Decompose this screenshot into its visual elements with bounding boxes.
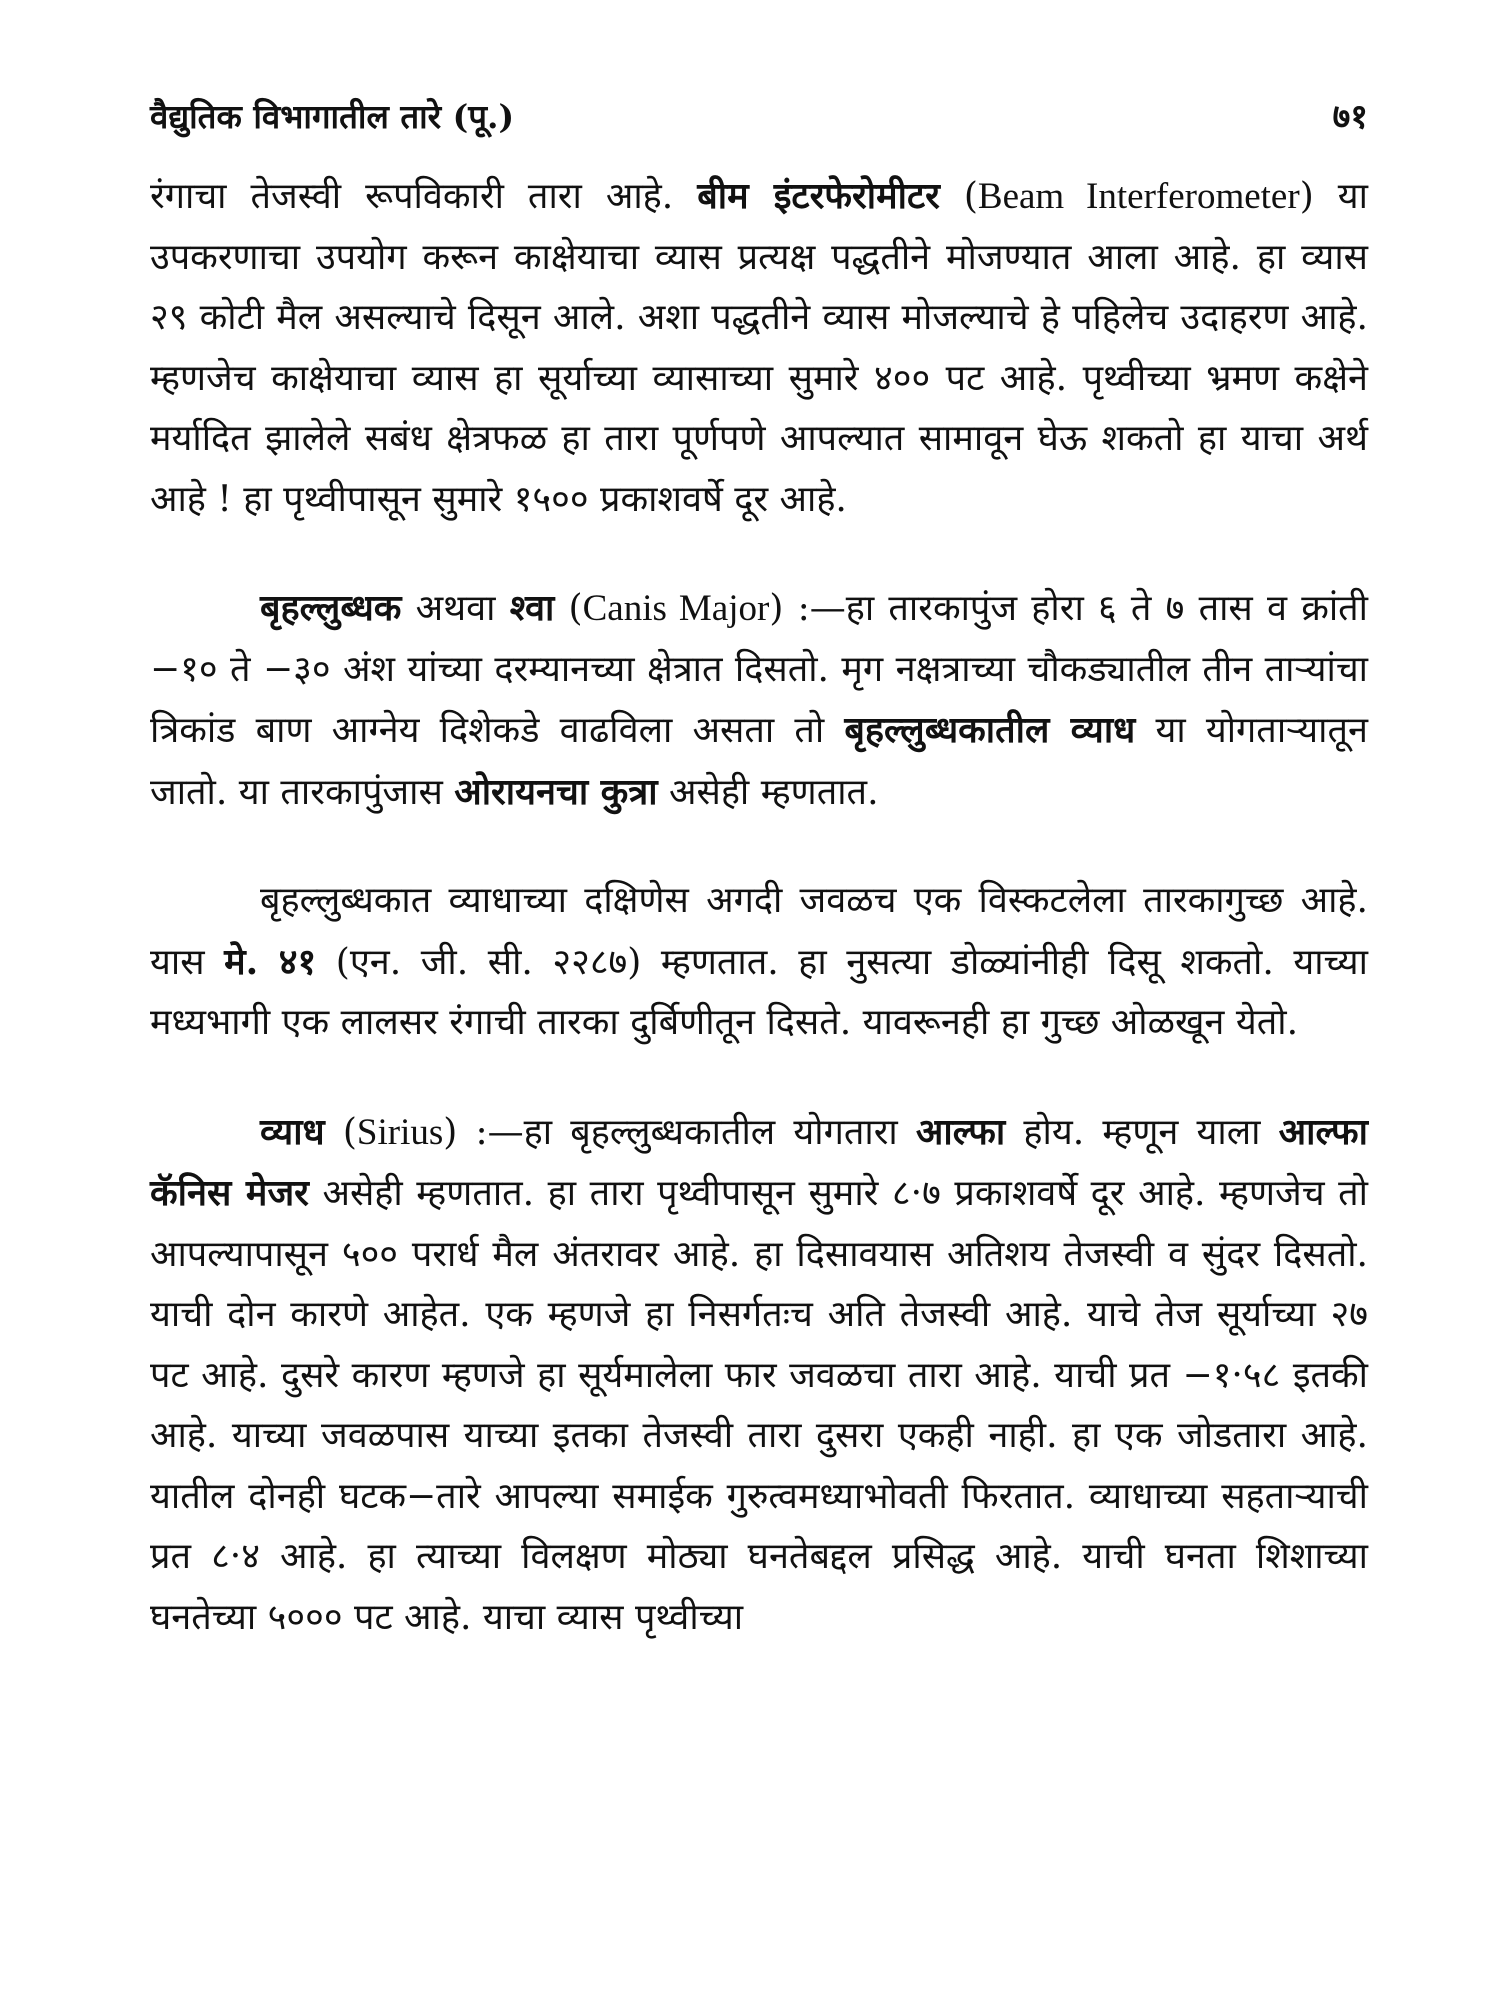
paragraph-gap	[150, 1054, 1368, 1102]
paragraph-1	[150, 166, 1368, 530]
text-run: (	[324, 1111, 357, 1153]
bold-term: ओरायनचा कुत्रा	[454, 770, 658, 813]
page-header	[150, 92, 1368, 162]
text-run: या योगताऱ्यातून जातो. या तारकापुंजास	[150, 710, 1368, 813]
bold-term: आल्फा कॅनिस मेजर	[150, 1110, 1368, 1214]
text-run: (	[939, 176, 978, 217]
paragraph-gap	[150, 530, 1368, 578]
bold-term: मे. ४१	[224, 940, 317, 983]
text-run: असेही म्हणतात. हा तारा पृथ्वीपासून सुमारे ८·७ प्रकाशवर्षे दूर आहे. म्हणजेच तो आपल्यापासून ५०० परार्ध मैल अंतरावर आहे. हा दिसावयास अतिशय तेजस्वी व सुंदर दिसतो. याची दोन कारणे आहेत. एक म्हणजे हा निसर्गतःच अति तेजस्वी आहे. याचे तेज सूर्याच्या २७ पट आहे. दुसरे कारण म्हणजे हा सूर्यमालेला फार जवळचा तारा आहे. याची प्रत −१·५८ इतकी आहे. याच्या जवळपास याच्या इतका तेजस्वी तारा दुसरा एकही नाही. हा एक जोडतारा आहे. यातील दोनही घटक−तारे आपल्या समाईक गुरुत्वमध्याभोवती फिरतात. व्याधाच्या सहताऱ्याची प्रत ८·४ आहे. हा त्याच्या विलक्षण मोठ्या घनतेबद्दल प्रसिद्ध आहे. याची घनता शिशाच्या घनतेच्या ५००० पट आहे. याचा व्यास पृथ्वीच्या	[150, 1173, 1368, 1638]
paragraph-2	[150, 578, 1368, 823]
paragraph-gap	[150, 823, 1368, 871]
text-run: असेही म्हणतात.	[657, 771, 879, 813]
running-title: वैद्युतिक विभागातील तारे (पू.)	[150, 97, 515, 136]
text-run: रंगाचा तेजस्वी रूपविकारी तारा आहे.	[150, 176, 698, 217]
paragraph-4	[150, 1102, 1368, 1649]
bold-term: बृहल्लुब्धकातील व्याध	[844, 709, 1136, 751]
bold-term: बृहल्लुब्धक	[260, 587, 402, 629]
text-run: होय. म्हणून याला	[1005, 1111, 1279, 1153]
text-run: (	[554, 588, 583, 629]
latin-term: Canis Major	[582, 588, 770, 629]
latin-term: Sirius	[356, 1111, 444, 1153]
paragraph-3	[150, 871, 1368, 1054]
page-body	[150, 166, 1368, 1648]
bold-term: बीम इंटरफेरोमीटर	[697, 175, 940, 217]
bold-term: आल्फा	[915, 1110, 1006, 1153]
text-run: बृहल्लुब्धकात व्याधाच्या दक्षिणेस अगदी जवळच एक विस्कटलेला तारकागुच्छ आहे. यास	[150, 880, 1368, 983]
bold-term: श्वा	[509, 587, 555, 629]
latin-term: Beam Interferometer	[977, 176, 1300, 217]
text-run: ) या उपकरणाचा उपयोग करून काक्षेयाचा व्यास प्रत्यक्ष पद्धतीने मोजण्यात आला आहे. हा व्यास २९ कोटी मैल असल्याचे दिसून आले. अशा पद्धतीने व्यास मोजल्याचे हे पहिलेच उदाहरण आहे. म्हणजेच काक्षेयाचा व्यास हा सूर्याच्या व्यासाच्या सुमारे ४०० पट आहे. पृथ्वीच्या भ्रमण कक्षेने मर्यादित झालेले सबंध क्षेत्रफळ हा तारा पूर्णपणे आपल्यात सामावून घेऊ शकतो हा याचा अर्थ आहे ! हा पृथ्वीपासून सुमारे १५०० प्रकाशवर्षे दूर आहे.	[150, 176, 1368, 520]
text-run: ) :—हा बृहल्लुब्धकातील योगतारा	[443, 1111, 916, 1153]
text-run: (एन. जी. सी. २२८७) म्हणतात. हा नुसत्या डोळ्यांनीही दिसू शकतो. याच्या मध्यभागी एक लालसर रंगाची तारका दुर्बिणीतून दिसते. यावरूनही हा गुच्छ ओळखून येतो.	[150, 941, 1368, 1043]
page-number: ७१	[1332, 97, 1368, 137]
text-run: ) :—हा तारकापुंज होरा ६ ते ७ तास व क्रांती −१० ते −३० अंश यांच्या दरम्यानच्या क्षेत्रात दिसतो. मृग नक्षत्राच्या चौकड्यातील तीन ताऱ्यांचा त्रिकांड बाण आग्नेय दिशेकडे वाढविला असता तो	[150, 588, 1369, 751]
text-run: अथवा	[401, 588, 510, 629]
bold-term: व्याध	[260, 1110, 325, 1153]
